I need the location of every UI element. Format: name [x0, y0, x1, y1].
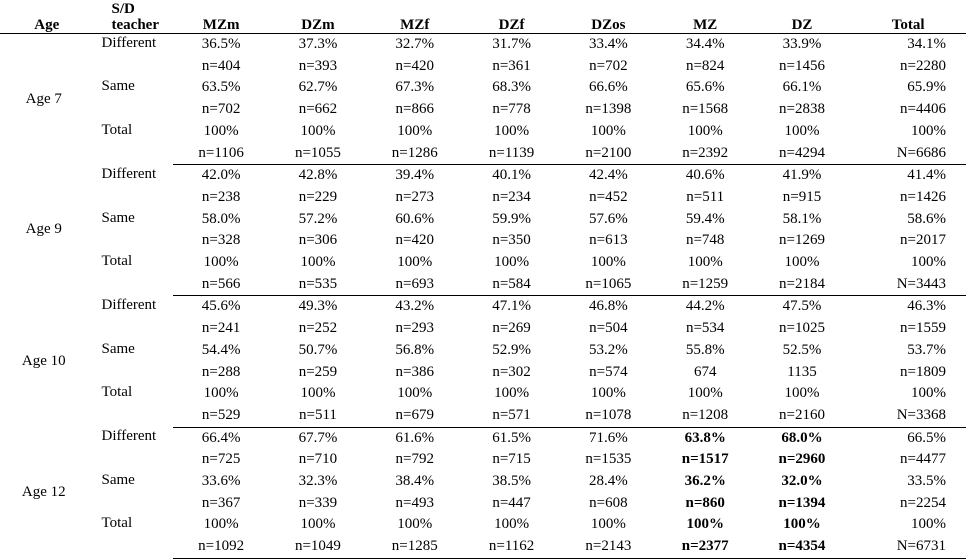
percent-cell: 100% — [494, 516, 530, 533]
count-cell: n=1162 — [463, 536, 560, 558]
percent-cell: 52.9% — [492, 341, 531, 358]
percent-cell: 36.5% — [201, 36, 241, 52]
count-cell: n=4354 — [754, 536, 851, 558]
teacher-label: Total — [101, 515, 133, 532]
percent-cell: 100% — [494, 122, 530, 139]
count-cell: n=778 — [492, 101, 531, 118]
age-label: Age 12 — [21, 483, 66, 500]
percent-cell: 59.9% — [492, 210, 531, 227]
percent-cell: 42.0% — [201, 167, 241, 184]
percent-cell: 100% — [687, 122, 723, 139]
count-cell: N=3368 — [850, 405, 966, 427]
percent-cell: 100% — [203, 122, 239, 139]
percent-cell: 68.3% — [492, 79, 531, 96]
percent-cell: 33.9% — [782, 36, 822, 52]
count-cell: n=1559 — [900, 320, 946, 337]
percent-cell: 34.1% — [907, 36, 946, 52]
header-dzf: DZf — [463, 0, 560, 34]
count-cell: n=792 — [395, 451, 434, 468]
table-row — [0, 471, 966, 493]
header-mz: MZ — [657, 0, 754, 34]
count-cell: n=1285 — [366, 536, 463, 558]
percent-cell: 36.2% — [684, 473, 726, 490]
percent-cell: 100% — [590, 385, 626, 402]
count-cell: n=860 — [685, 494, 725, 511]
percent-cell: 100% — [686, 516, 724, 533]
count-cell: n=2100 — [560, 143, 657, 165]
teacher-label: Different — [101, 35, 157, 51]
percent-cell: 100% — [397, 254, 433, 271]
percent-cell: 55.8% — [685, 341, 725, 358]
percent-cell: 43.2% — [395, 298, 435, 315]
percent-cell: 100% — [203, 385, 239, 402]
count-cell: n=273 — [395, 188, 434, 205]
count-cell: n=1208 — [657, 405, 754, 427]
percent-cell: 33.5% — [907, 473, 946, 490]
count-cell: n=584 — [463, 274, 560, 296]
header-teacher: S/D teacher — [94, 0, 173, 34]
header-dz: DZ — [754, 0, 851, 34]
count-cell: n=710 — [298, 451, 338, 468]
count-cell: n=1259 — [657, 274, 754, 296]
count-cell: n=2377 — [657, 536, 754, 558]
percent-cell: 100% — [911, 516, 946, 533]
percent-cell: 100% — [911, 254, 946, 271]
percent-cell: 62.7% — [298, 79, 338, 96]
count-cell: n=328 — [201, 232, 241, 249]
count-cell: n=361 — [492, 57, 531, 74]
count-cell: n=1269 — [779, 232, 825, 249]
percent-cell: 66.5% — [907, 429, 946, 446]
percent-cell: 37.3% — [298, 36, 338, 52]
percent-cell: 32.3% — [298, 473, 338, 490]
table-row — [0, 427, 966, 449]
table-row — [0, 165, 966, 187]
table-row — [0, 514, 966, 536]
count-cell: n=1092 — [173, 536, 270, 558]
percent-cell: 100% — [300, 516, 336, 533]
percent-cell: 60.6% — [395, 210, 435, 227]
percent-cell: 100% — [203, 254, 239, 271]
table-row — [0, 34, 966, 56]
percent-cell: 100% — [203, 516, 239, 533]
percent-cell: 61.6% — [395, 429, 435, 446]
percent-cell: 38.4% — [395, 473, 435, 490]
percent-cell: 33.6% — [201, 473, 241, 490]
count-cell: n=1286 — [366, 143, 463, 165]
count-cell: n=404 — [201, 57, 241, 74]
percent-cell: 47.1% — [492, 298, 531, 315]
percent-cell: 45.6% — [201, 298, 241, 315]
percent-cell: 57.2% — [298, 210, 338, 227]
percent-cell: 100% — [397, 122, 433, 139]
percent-cell: 46.8% — [589, 298, 628, 315]
count-cell: n=2280 — [900, 57, 946, 74]
teacher-label: Same — [101, 340, 135, 357]
percent-cell: 41.9% — [782, 167, 822, 184]
percent-cell: 100% — [590, 516, 626, 533]
percent-cell: 57.6% — [589, 210, 628, 227]
count-cell: n=511 — [686, 188, 725, 205]
header-dzos: DZos — [560, 0, 657, 34]
percent-cell: 42.4% — [589, 167, 628, 184]
percent-cell: 39.4% — [395, 167, 435, 184]
percent-cell: 65.9% — [907, 79, 946, 96]
count-cell: n=1025 — [779, 320, 825, 337]
percent-cell: 31.7% — [492, 36, 531, 52]
percent-cell: 100% — [784, 254, 820, 271]
count-cell: n=2184 — [754, 274, 851, 296]
percent-cell: 32.0% — [781, 473, 823, 490]
count-cell: n=535 — [270, 274, 367, 296]
count-cell: n=2392 — [657, 143, 754, 165]
count-cell: n=1456 — [779, 57, 825, 74]
count-cell: n=367 — [201, 494, 241, 511]
count-cell: n=1065 — [560, 274, 657, 296]
percent-cell: 44.2% — [685, 298, 725, 315]
table-row — [0, 383, 966, 405]
percent-cell: 67.3% — [395, 79, 435, 96]
teacher-label: Different — [101, 428, 157, 445]
count-cell: n=915 — [782, 188, 822, 205]
percent-cell: 100% — [911, 385, 946, 402]
header-mzm: MZm — [173, 0, 270, 34]
count-cell: n=241 — [201, 320, 241, 337]
count-cell: n=608 — [589, 494, 628, 511]
percent-cell: 100% — [687, 254, 723, 271]
percent-cell: 100% — [300, 254, 336, 271]
count-cell: n=748 — [685, 232, 725, 249]
table-body — [0, 34, 966, 559]
count-cell: n=1049 — [270, 536, 367, 558]
percent-cell: 63.8% — [684, 429, 726, 446]
count-cell: n=504 — [589, 320, 628, 337]
teacher-label: Total — [101, 121, 133, 138]
percent-cell: 50.7% — [298, 341, 338, 358]
count-cell: n=350 — [492, 232, 531, 249]
table-row — [0, 340, 966, 362]
percent-cell: 53.7% — [907, 341, 946, 358]
percent-cell: 100% — [494, 254, 530, 271]
count-cell: n=259 — [298, 363, 338, 380]
count-cell: n=511 — [270, 405, 367, 427]
count-cell: n=452 — [589, 188, 628, 205]
percent-cell: 49.3% — [298, 298, 338, 315]
count-cell: n=493 — [395, 494, 434, 511]
count-cell: n=288 — [201, 363, 241, 380]
percent-cell: 56.8% — [395, 341, 435, 358]
percent-cell: 100% — [687, 385, 723, 402]
count-cell: N=3443 — [850, 274, 966, 296]
percent-cell: 32.7% — [395, 36, 435, 52]
count-cell: n=866 — [395, 101, 434, 118]
count-cell: 1135 — [787, 363, 817, 380]
count-cell: n=2143 — [560, 536, 657, 558]
percent-cell: 42.8% — [298, 167, 338, 184]
count-cell: n=662 — [298, 101, 338, 118]
count-cell: n=2017 — [900, 232, 946, 249]
count-cell: n=420 — [395, 232, 434, 249]
header-dzm: DZm — [270, 0, 367, 34]
count-cell: n=715 — [492, 451, 531, 468]
percent-cell: 34.4% — [685, 36, 725, 52]
percent-cell: 63.5% — [201, 79, 241, 96]
count-cell: n=252 — [298, 320, 338, 337]
header-row — [0, 0, 966, 34]
count-cell: n=702 — [201, 101, 241, 118]
teacher-label: Total — [101, 253, 133, 270]
teacher-label: Total — [101, 384, 133, 401]
count-cell: n=302 — [492, 363, 531, 380]
percent-cell: 100% — [590, 254, 626, 271]
percent-cell: 100% — [300, 385, 336, 402]
teacher-label: Same — [101, 472, 135, 489]
header-mzf: MZf — [366, 0, 463, 34]
percent-cell: 67.7% — [298, 429, 338, 446]
percent-cell: 100% — [911, 122, 946, 139]
percent-cell: 100% — [397, 385, 433, 402]
percent-cell: 66.1% — [782, 79, 822, 96]
count-cell: n=571 — [463, 405, 560, 427]
count-cell: n=1517 — [681, 451, 729, 468]
count-cell: n=1394 — [778, 494, 826, 511]
teacher-label: Different — [101, 165, 157, 182]
count-cell: n=566 — [173, 274, 270, 296]
count-cell: n=238 — [201, 188, 241, 205]
count-cell: n=339 — [298, 494, 338, 511]
count-cell: n=702 — [589, 57, 628, 74]
count-cell: n=1568 — [682, 101, 729, 118]
percent-cell: 58.6% — [907, 210, 946, 227]
percent-cell: 66.6% — [589, 79, 628, 96]
count-cell: n=2838 — [779, 101, 825, 118]
table-row — [0, 121, 966, 143]
percent-cell: 53.2% — [589, 341, 628, 358]
percent-cell: 54.4% — [201, 341, 241, 358]
table-row — [0, 77, 966, 99]
count-cell: n=4477 — [900, 451, 946, 468]
count-cell: n=529 — [173, 405, 270, 427]
count-cell: n=2960 — [778, 451, 826, 468]
percent-cell: 52.5% — [782, 341, 822, 358]
count-cell: n=574 — [589, 363, 628, 380]
table-row — [0, 252, 966, 274]
count-cell: n=679 — [366, 405, 463, 427]
count-cell: n=725 — [201, 451, 241, 468]
percent-cell: 66.4% — [201, 429, 241, 446]
count-cell: N=6731 — [850, 536, 966, 558]
percent-cell: 58.1% — [782, 210, 822, 227]
count-cell: n=693 — [366, 274, 463, 296]
count-cell: n=4406 — [900, 101, 946, 118]
percent-cell: 100% — [590, 122, 626, 139]
table-row — [0, 209, 966, 231]
count-cell: n=1139 — [463, 143, 560, 165]
percent-cell: 47.5% — [782, 298, 822, 315]
percent-cell: 40.6% — [685, 167, 725, 184]
age-label: Age 9 — [25, 221, 62, 238]
percent-cell: 58.0% — [201, 210, 241, 227]
age-label: Age 7 — [25, 90, 62, 107]
count-cell: 674 — [693, 363, 717, 380]
percent-cell: 28.4% — [589, 473, 628, 490]
count-cell: n=269 — [492, 320, 531, 337]
percent-cell: 100% — [494, 385, 530, 402]
count-cell: n=2160 — [754, 405, 851, 427]
count-cell: n=306 — [298, 232, 338, 249]
count-cell: n=234 — [492, 188, 531, 205]
percent-cell: 61.5% — [492, 429, 531, 446]
count-cell: n=1106 — [173, 143, 270, 165]
count-cell: n=420 — [395, 57, 434, 74]
percent-cell: 100% — [784, 122, 820, 139]
count-cell: n=1055 — [270, 143, 367, 165]
header-age: Age — [0, 0, 94, 34]
count-cell: n=393 — [298, 57, 338, 74]
count-cell: n=1535 — [585, 451, 632, 468]
header-total: Total — [850, 0, 966, 34]
count-cell: n=229 — [298, 188, 338, 205]
percent-cell: 100% — [397, 516, 433, 533]
count-cell: n=534 — [685, 320, 725, 337]
count-cell: N=6686 — [850, 143, 966, 165]
percent-cell: 71.6% — [589, 429, 628, 446]
percent-cell: 68.0% — [781, 429, 823, 446]
teacher-label: Same — [101, 209, 135, 226]
count-cell: n=1398 — [585, 101, 632, 118]
count-cell: n=447 — [492, 494, 531, 511]
count-cell: n=293 — [395, 320, 434, 337]
percent-cell: 41.4% — [907, 167, 946, 184]
percent-cell: 40.1% — [492, 167, 531, 184]
count-cell: n=386 — [395, 363, 434, 380]
percent-cell: 46.3% — [907, 298, 946, 315]
count-cell: n=2254 — [900, 494, 946, 511]
teacher-label: Different — [101, 296, 157, 313]
count-cell: n=1809 — [900, 363, 946, 380]
count-cell: n=1426 — [900, 188, 946, 205]
table-row — [0, 296, 966, 318]
percent-cell: 100% — [300, 122, 336, 139]
percent-cell: 33.4% — [589, 36, 628, 52]
count-cell: n=824 — [685, 57, 725, 74]
percent-cell: 38.5% — [492, 473, 531, 490]
count-cell: n=1078 — [560, 405, 657, 427]
percent-cell: 59.4% — [685, 210, 725, 227]
age-label: Age 10 — [21, 352, 66, 369]
teacher-label: Same — [101, 78, 135, 95]
percent-cell: 100% — [783, 516, 821, 533]
count-cell: n=613 — [589, 232, 628, 249]
percent-cell: 65.6% — [685, 79, 725, 96]
percent-cell: 100% — [784, 385, 820, 402]
count-cell: n=4294 — [754, 143, 851, 165]
